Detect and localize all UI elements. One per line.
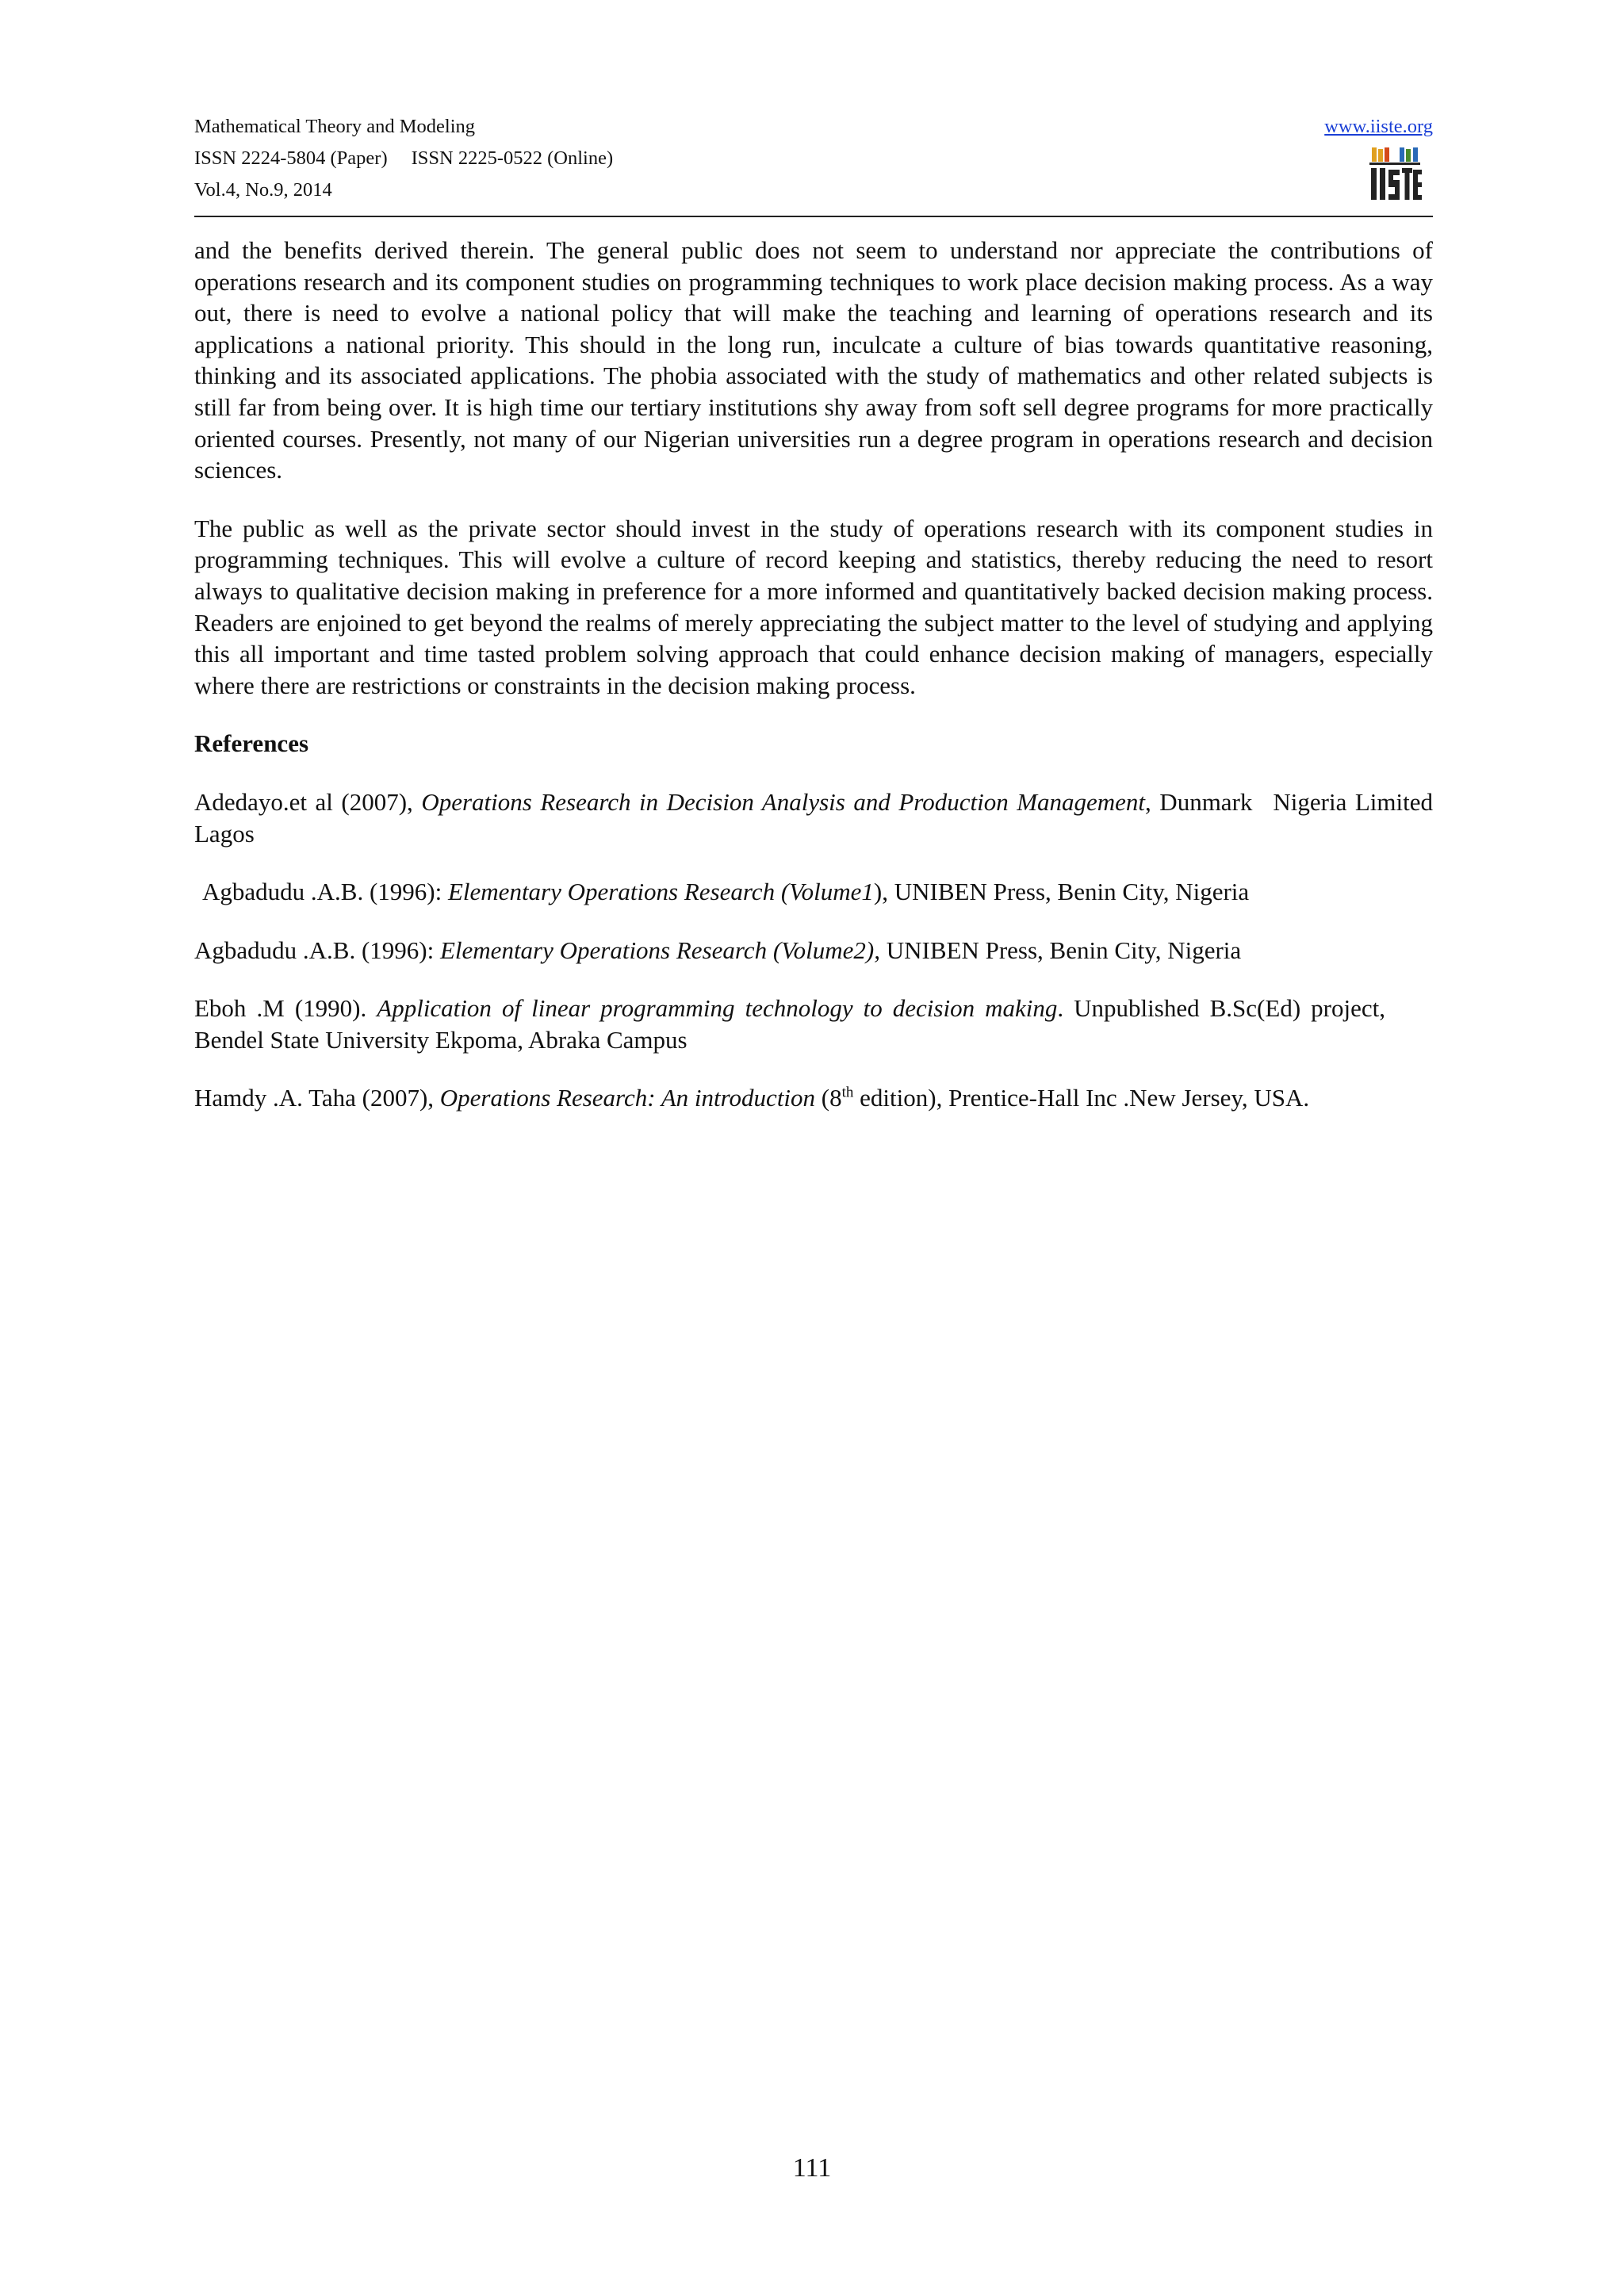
reference-superscript: th <box>841 1085 854 1102</box>
header-rule <box>194 216 1433 217</box>
page-header <box>194 111 1433 219</box>
reference-details: Nigeria Limited Lagos <box>194 787 1433 848</box>
journal-info <box>194 111 1433 206</box>
reference-authors: Agbadudu .A.B. (1996): <box>194 936 440 964</box>
reference-authors: Eboh .M (1990). <box>194 994 377 1023</box>
article-body <box>194 235 1433 1141</box>
reference-title: Application of linear programming technology to decision making <box>377 994 1058 1023</box>
iiste-logo <box>1369 146 1425 203</box>
page-number: 111 <box>792 2153 832 2183</box>
reference-details: Bendel State University Ekpoma, Abraka Campus <box>194 1025 688 1054</box>
reference-authors: Adedayo.et al (2007), <box>194 787 422 816</box>
website-link[interactable]: www.iiste.org <box>1324 116 1433 137</box>
reference-title: Elementary Operations Research (Volume2), <box>439 936 880 964</box>
issn-paper: ISSN 2224-5804 (Paper) <box>194 147 388 169</box>
reference-authors: Hamdy .A. Taha (2007), <box>194 1084 440 1112</box>
reference-title: Elementary Operations Research (Volume1 <box>447 878 874 906</box>
reference-details: . Unpublished B.Sc(Ed) project, <box>1057 994 1385 1023</box>
body-paragraph: The public as well as the private sector should invest in the study of operations research with its component studies in programming techniques. This will evolve a culture of record keeping and statistics, thereby reducing the need to resort always to qualitative decision making in preference for a more informed and quantitatively backed decision making process. Readers are enjoined to get beyond the realms of merely appreciating the subject matter to the level of studying and applying this all important and time tasted problem solving approach that could enhance decision making of managers, especially where there are restrictions or constraints in the decision making process. <box>194 514 1433 699</box>
reference-details: ), UNIBEN Press, Benin City, Nigeria <box>873 878 1250 906</box>
reference-item <box>194 935 1433 966</box>
reference-item <box>194 786 1433 849</box>
reference-title: Operations Research in Decision Analysis and Production Management <box>421 787 1146 816</box>
reference-details: (8 <box>815 1084 842 1112</box>
reference-details: edition), Prentice-Hall Inc .New Jersey, USA. <box>853 1084 1310 1112</box>
issn-line <box>194 143 1433 174</box>
volume-info: Vol.4, No.9, 2014 <box>194 179 332 201</box>
reference-details: UNIBEN Press, Benin City, Nigeria <box>879 936 1242 964</box>
reference-details: , Dunmark <box>1145 787 1253 816</box>
reference-item <box>194 993 1433 1055</box>
reference-item <box>194 1082 1433 1114</box>
journal-title: Mathematical Theory and Modeling <box>194 116 476 137</box>
body-paragraph: and the benefits derived therein. The general public does not seem to understand nor appreciate the contributions of operations research and its component studies on programming techniques to work place decision making process. As a way out, there is need to evolve a national policy that will make the teaching and learning of operations research and its applications a national priority. This should in the long run, inculcate a culture of bias towards quantitative reasoning, thinking and its associated applications. The phobia associated with the study of mathematics and other related subjects is still far from being over. It is high time our tertiary institutions shy away from soft sell degree programs for more practically oriented courses. Presently, not many of our Nigerian universities run a degree program in operations research and decision sciences. <box>194 236 1433 484</box>
reference-authors: Agbadudu .A.B. (1996): <box>202 878 448 906</box>
issn-online: ISSN 2225-0522 (Online) <box>411 147 614 169</box>
reference-item <box>194 876 1433 908</box>
reference-title: Operations Research: An introduction <box>439 1084 816 1112</box>
references-heading: References <box>194 729 309 758</box>
